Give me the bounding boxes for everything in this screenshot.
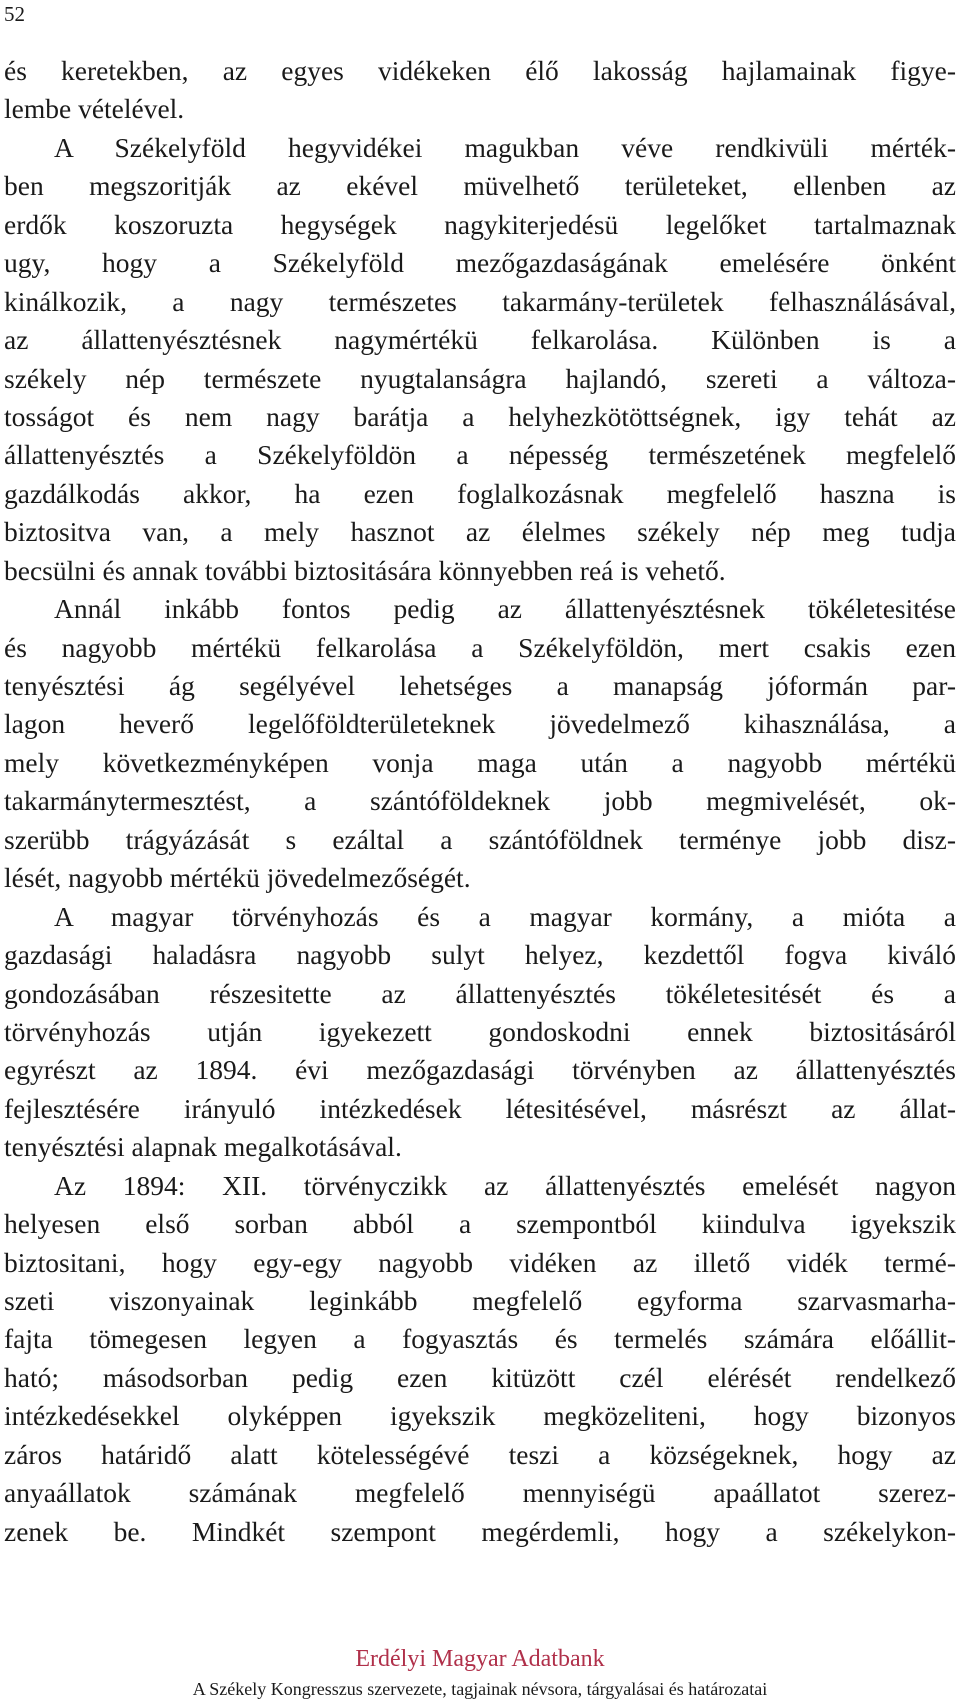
text-line: ugy, hogy a Székelyföld mezőgazdaságának emelésére önként — [4, 247, 956, 279]
text-line: intézkedésekkel olyképpen igyekszik megközeliteni, hogy bizonyos — [4, 1400, 956, 1432]
text-line: és keretekben, az egyes vidékeken élő lakosság hajlamainak figye- — [4, 55, 956, 86]
text-line: gondozásában részesitette az állattenyésztés tökéletesitését és a — [4, 977, 956, 1009]
text-line: Annál inkább fontos pedig az állattenyésztésnek tökéletesitése — [54, 593, 956, 625]
text-line: takarmánytermesztést, a szántóföldeknek jobb megmivelését, ok- — [4, 785, 956, 817]
text-line: A Székelyföld hegyvidékei magukban véve rendkivüli mérték- — [54, 131, 956, 163]
body-text — [4, 52, 956, 1551]
text-line: lembe vételével. — [4, 93, 185, 125]
text-line: mely következményképen vonja maga után a nagyobb mértékü — [4, 746, 956, 778]
text-line: záros határidő alatt kötelességévé teszi a községeknek, hogy az — [4, 1438, 956, 1470]
text-line: fajta tömegesen legyen a fogyasztás és termelés számára előállit- — [4, 1323, 956, 1355]
text-line: kinálkozik, a nagy természetes takarmány-területek felhasználásával, — [4, 285, 956, 317]
text-line: biztositani, hogy egy-egy nagyobb vidéken az illető vidék termé- — [4, 1246, 956, 1278]
text-line: lését, nagyobb mértékü jövedelmezőségét. — [4, 862, 471, 894]
text-line: helyesen első sorban abból a szempontból kiindulva igyekszik — [4, 1208, 956, 1240]
text-line: tenyésztési ág segélyével lehetséges a manapság jóformán par- — [4, 670, 956, 701]
text-line: A magyar törvényhozás és a magyar kormány, a mióta a — [54, 900, 956, 932]
text-line: egyrészt az 1894. évi mezőgazdasági törvényben az állattenyésztés — [4, 1054, 956, 1086]
text-line: ben megszoritják az ekével müvelhető területeket, ellenben az — [4, 170, 956, 202]
text-line: Az 1894: XII. törvényczikk az állattenyésztés emelését nagyon — [54, 1169, 956, 1201]
footer-brand: Erdélyi Magyar Adatbank — [355, 1646, 605, 1672]
footer-title: A Székely Kongresszus szervezete, tagjainak névsora, tárgyalásai és határozatai — [192, 1679, 768, 1699]
text-line: székely nép természete nyugtalanságra hajlandó, szereti a változa- — [4, 362, 956, 394]
page-number: 52 — [4, 2, 25, 26]
text-line: tosságot és nem nagy barátja a helyhezkötöttségnek, igy tehát az — [4, 400, 956, 432]
text-line: fejlesztésére irányuló intézkedések létesitésével, másrészt az állat- — [4, 1092, 956, 1124]
text-line: szerübb trágyázását s ezáltal a szántóföldnek terménye jobb disz- — [4, 823, 956, 855]
text-line: gazdálkodás akkor, ha ezen foglalkozásnak megfelelő haszna is — [4, 477, 956, 509]
text-line: tenyésztési alapnak megalkotásával. — [4, 1131, 402, 1163]
text-line: állattenyésztés a Székelyföldön a népesség természetének megfelelő — [4, 439, 956, 471]
text-line: erdők koszoruzta hegységek nagykiterjedésü legelőket tartalmaznak — [4, 208, 956, 240]
text-line: ható; másodsorban pedig ezen kitüzött czél elérését rendelkező — [4, 1361, 956, 1393]
text-line: anyaállatok számának megfelelő mennyiségü apaállatot szerez- — [4, 1477, 956, 1509]
text-line: és nagyobb mértékü felkarolása a Székelyföldön, mert csakis ezen — [4, 631, 956, 663]
text-line: az állattenyésztésnek nagymértékü felkarolása. Különben is a — [4, 324, 956, 356]
text-line: törvényhozás utján igyekezett gondoskodni ennek biztositásáról — [4, 1015, 956, 1047]
text-line: biztositva van, a mely hasznot az élelmes székely nép meg tudja — [4, 516, 956, 548]
text-line: zenek be. Mindkét szempont megérdemli, hogy a székelykon- — [4, 1515, 956, 1547]
text-line: lagon heverő legelőföldterületeknek jövedelmező kihasználása, a — [4, 708, 956, 740]
text-line: gazdasági haladásra nagyobb sulyt helyez, kezdettől fogva kiváló — [4, 939, 956, 971]
text-line: szeti viszonyainak leginkább megfelelő egyforma szarvasmarha- — [4, 1285, 956, 1316]
text-line: becsülni és annak további biztositására könnyebben reá is vehető. — [4, 554, 726, 586]
